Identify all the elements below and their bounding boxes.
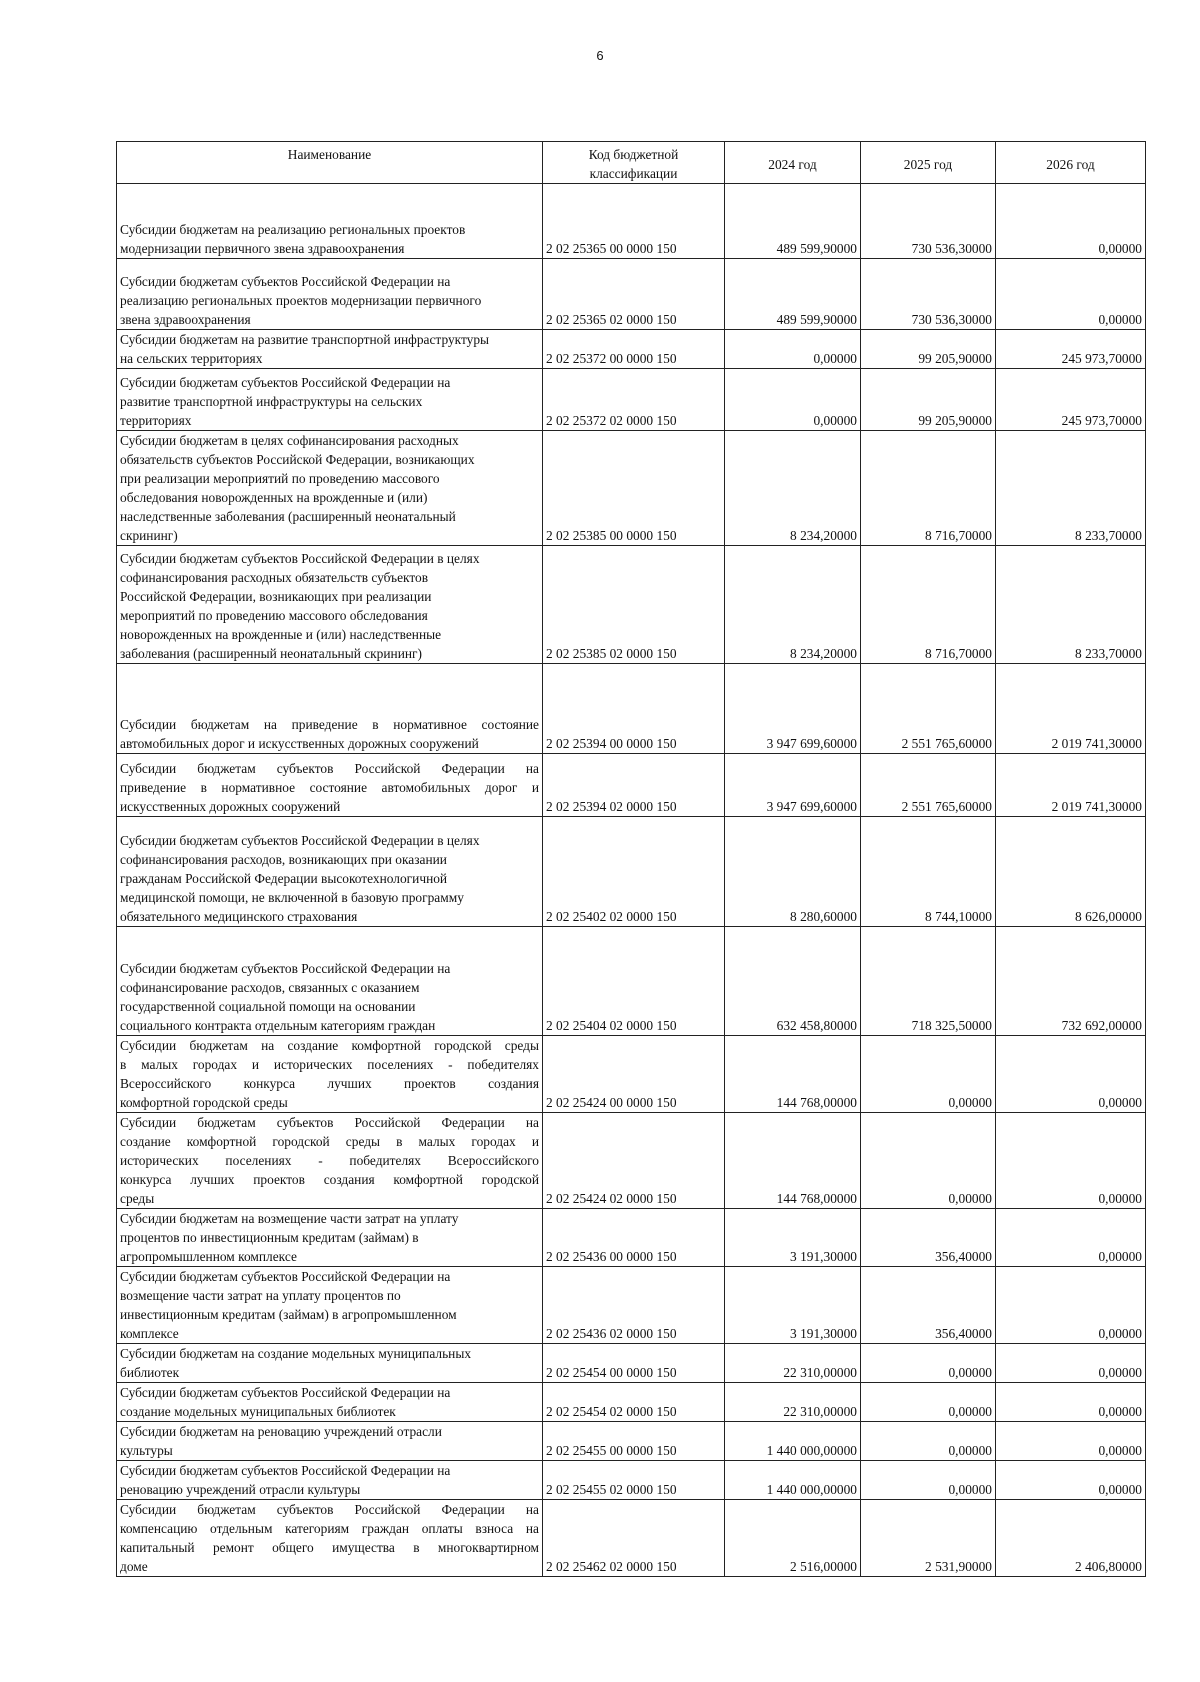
row-name-line: капитальный ремонт общего имущества в многоквартирном (120, 1540, 539, 1555)
row-name-line: Субсидии бюджетам субъектов Российской Федерации на (120, 1463, 451, 1478)
row-value-2024: 22 310,00000 (725, 1344, 861, 1383)
row-code: 2 02 25454 00 0000 150 (543, 1344, 725, 1383)
row-name-line: инвестиционным кредитам (займам) в агропромышленном (120, 1307, 457, 1322)
row-code: 2 02 25365 02 0000 150 (543, 259, 725, 330)
row-value-2026: 732 692,00000 (996, 927, 1146, 1036)
row-code: 2 02 25454 02 0000 150 (543, 1383, 725, 1422)
row-name (117, 1500, 543, 1577)
row-code: 2 02 25436 00 0000 150 (543, 1209, 725, 1267)
row-value-2024: 144 768,00000 (725, 1036, 861, 1113)
table-row (117, 1267, 1146, 1344)
row-name (117, 1209, 543, 1267)
header-2025: 2025 год (861, 142, 996, 184)
row-name-line: при реализации мероприятий по проведению массового (120, 471, 440, 486)
row-value-2026: 245 973,70000 (996, 369, 1146, 431)
row-value-2026: 0,00000 (996, 1267, 1146, 1344)
table-row (117, 1036, 1146, 1113)
row-code: 2 02 25462 02 0000 150 (543, 1500, 725, 1577)
row-code: 2 02 25424 02 0000 150 (543, 1113, 725, 1209)
row-code: 2 02 25365 00 0000 150 (543, 184, 725, 259)
row-value-2024: 8 280,60000 (725, 817, 861, 927)
row-value-2026: 2 019 741,30000 (996, 754, 1146, 817)
table-row (117, 1209, 1146, 1267)
row-name (117, 1344, 543, 1383)
row-name-line: Субсидии бюджетам субъектов Российской Федерации на (120, 1502, 539, 1517)
row-value-2024: 489 599,90000 (725, 184, 861, 259)
row-name-line: реновацию учреждений отрасли культуры (120, 1482, 361, 1497)
row-name-line: Субсидии бюджетам субъектов Российской Федерации на (120, 274, 451, 289)
row-value-2024: 22 310,00000 (725, 1383, 861, 1422)
row-value-2025: 0,00000 (861, 1383, 996, 1422)
row-value-2026: 0,00000 (996, 1036, 1146, 1113)
row-name-line: исторических поселениях - победителях Всероссийского (120, 1153, 539, 1168)
row-value-2024: 632 458,80000 (725, 927, 861, 1036)
row-name-line: Субсидии бюджетам субъектов Российской Федерации на (120, 761, 539, 776)
row-code: 2 02 25372 02 0000 150 (543, 369, 725, 431)
row-code: 2 02 25394 00 0000 150 (543, 664, 725, 754)
row-code: 2 02 25455 00 0000 150 (543, 1422, 725, 1461)
table-row (117, 664, 1146, 754)
row-name-line: новорожденных на врожденные и (или) наследственные (120, 627, 442, 642)
row-name-line: софинансирование расходов, связанных с оказанием (120, 980, 420, 995)
row-value-2025: 2 551 765,60000 (861, 664, 996, 754)
row-value-2025: 8 716,70000 (861, 431, 996, 546)
row-code: 2 02 25385 00 0000 150 (543, 431, 725, 546)
row-name-line: возмещение части затрат на уплату процентов по (120, 1288, 401, 1303)
row-name-line: Субсидии бюджетам на развитие транспортной инфраструктуры (120, 332, 490, 347)
row-name (117, 330, 543, 369)
table-row (117, 1344, 1146, 1383)
table-row (117, 1500, 1146, 1577)
row-name-line: Субсидии бюджетам на создание модельных муниципальных (120, 1346, 472, 1361)
row-name (117, 1383, 543, 1422)
row-name (117, 431, 543, 546)
row-value-2025: 2 551 765,60000 (861, 754, 996, 817)
row-value-2026: 0,00000 (996, 259, 1146, 330)
row-value-2025: 8 716,70000 (861, 546, 996, 664)
row-code: 2 02 25402 02 0000 150 (543, 817, 725, 927)
table-row (117, 369, 1146, 431)
row-name-line: приведение в нормативное состояние автомобильных дорог и (120, 780, 539, 795)
row-name-line: Субсидии бюджетам субъектов Российской Федерации на (120, 1115, 539, 1130)
row-name-line: создание комфортной городской среды в малых городах и (120, 1134, 539, 1149)
row-name (117, 369, 543, 431)
row-name-line: комфортной городской среды (120, 1095, 288, 1110)
row-name-line: софинансирования расходов, возникающих при оказании (120, 852, 447, 867)
row-value-2024: 1 440 000,00000 (725, 1422, 861, 1461)
row-value-2026: 0,00000 (996, 1383, 1146, 1422)
row-value-2025: 718 325,50000 (861, 927, 996, 1036)
table-row (117, 259, 1146, 330)
row-name-line: софинансирования расходных обязательств субъектов (120, 570, 429, 585)
table-row (117, 817, 1146, 927)
row-value-2026: 8 233,70000 (996, 431, 1146, 546)
row-value-2024: 3 947 699,60000 (725, 664, 861, 754)
row-value-2025: 99 205,90000 (861, 369, 996, 431)
row-value-2024: 1 440 000,00000 (725, 1461, 861, 1500)
row-name (117, 664, 543, 754)
row-name-line: Субсидии бюджетам субъектов Российской Федерации на (120, 1385, 451, 1400)
row-name-line: мероприятий по проведению массового обследования (120, 608, 428, 623)
header-2024: 2024 год (725, 142, 861, 184)
table-row (117, 1461, 1146, 1500)
row-name-line: Субсидии бюджетам на приведение в нормативное состояние (120, 717, 539, 732)
row-name-line: Субсидии бюджетам субъектов Российской Федерации в целях (120, 833, 480, 848)
row-name-line: Субсидии бюджетам в целях софинансирования расходных (120, 433, 459, 448)
row-value-2024: 0,00000 (725, 330, 861, 369)
row-name-line: создание модельных муниципальных библиотек (120, 1404, 396, 1419)
row-name-line: конкурса лучших проектов создания комфортной городской (120, 1172, 539, 1187)
row-name-line: заболевания (расширенный неонатальный скрининг) (120, 646, 422, 661)
row-code: 2 02 25372 00 0000 150 (543, 330, 725, 369)
row-value-2024: 144 768,00000 (725, 1113, 861, 1209)
table-row (117, 1422, 1146, 1461)
table-row (117, 184, 1146, 259)
row-name-line: культуры (120, 1443, 173, 1458)
row-name-line: модернизации первичного звена здравоохранения (120, 241, 405, 256)
row-name-line: автомобильных дорог и искусственных дорожных сооружений (120, 736, 479, 751)
row-value-2026: 0,00000 (996, 1344, 1146, 1383)
row-name-line: скрининг) (120, 528, 178, 543)
row-name (117, 1422, 543, 1461)
row-value-2024: 489 599,90000 (725, 259, 861, 330)
row-name-line: наследственные заболевания (расширенный неонатальный (120, 509, 456, 524)
table-row (117, 1113, 1146, 1209)
row-code: 2 02 25404 02 0000 150 (543, 927, 725, 1036)
table-row (117, 546, 1146, 664)
row-code: 2 02 25455 02 0000 150 (543, 1461, 725, 1500)
row-name (117, 927, 543, 1036)
row-value-2025: 2 531,90000 (861, 1500, 996, 1577)
row-value-2025: 730 536,30000 (861, 259, 996, 330)
row-name-line: государственной социальной помощи на основании (120, 999, 416, 1014)
row-value-2026: 8 233,70000 (996, 546, 1146, 664)
row-name (117, 817, 543, 927)
row-value-2026: 0,00000 (996, 1209, 1146, 1267)
row-name-line: обязательного медицинского страхования (120, 909, 358, 924)
table-row (117, 431, 1146, 546)
row-value-2025: 0,00000 (861, 1036, 996, 1113)
row-value-2026: 0,00000 (996, 1113, 1146, 1209)
row-name (117, 1267, 543, 1344)
row-name-line: гражданам Российской Федерации высокотехнологичной (120, 871, 448, 886)
row-name (117, 546, 543, 664)
row-value-2024: 8 234,20000 (725, 546, 861, 664)
row-name-line: искусственных дорожных сооружений (120, 799, 341, 814)
row-value-2025: 0,00000 (861, 1344, 996, 1383)
table-row (117, 754, 1146, 817)
page-number: 6 (596, 48, 604, 63)
header-name: Наименование (117, 142, 543, 184)
row-name (117, 1113, 543, 1209)
row-code: 2 02 25436 02 0000 150 (543, 1267, 725, 1344)
row-name (117, 1461, 543, 1500)
row-name-line: агропромышленном комплексе (120, 1249, 297, 1264)
row-name-line: Всероссийского конкурса лучших проектов создания (120, 1076, 539, 1091)
row-name-line: обязательств субъектов Российской Федерации, возникающих (120, 452, 475, 467)
row-code: 2 02 25385 02 0000 150 (543, 546, 725, 664)
row-name-line: реализацию региональных проектов модернизации первичного (120, 293, 482, 308)
row-name-line: территориях (120, 413, 192, 428)
row-value-2026: 0,00000 (996, 1422, 1146, 1461)
row-value-2025: 99 205,90000 (861, 330, 996, 369)
row-value-2025: 356,40000 (861, 1209, 996, 1267)
row-name-line: на сельских территориях (120, 351, 263, 366)
row-value-2026: 8 626,00000 (996, 817, 1146, 927)
row-name-line: развитие транспортной инфраструктуры на сельских (120, 394, 423, 409)
row-name-line: Субсидии бюджетам на реализацию региональных проектов (120, 222, 466, 237)
row-name (117, 1036, 543, 1113)
row-code: 2 02 25424 00 0000 150 (543, 1036, 725, 1113)
row-name (117, 259, 543, 330)
row-value-2024: 2 516,00000 (725, 1500, 861, 1577)
row-value-2024: 8 234,20000 (725, 431, 861, 546)
row-value-2026: 2 019 741,30000 (996, 664, 1146, 754)
row-name-line: обследования новорожденных на врожденные и (или) (120, 490, 428, 505)
row-value-2025: 8 744,10000 (861, 817, 996, 927)
row-name-line: комплексе (120, 1326, 179, 1341)
row-name-line: Субсидии бюджетам субъектов Российской Федерации на (120, 375, 451, 390)
table-row (117, 330, 1146, 369)
row-name (117, 184, 543, 259)
row-value-2025: 0,00000 (861, 1461, 996, 1500)
row-name-line: медицинской помощи, не включенной в базовую программу (120, 890, 464, 905)
row-value-2025: 0,00000 (861, 1113, 996, 1209)
row-name-line: Субсидии бюджетам субъектов Российской Федерации на (120, 1269, 451, 1284)
row-value-2024: 0,00000 (725, 369, 861, 431)
row-value-2025: 0,00000 (861, 1422, 996, 1461)
row-value-2025: 730 536,30000 (861, 184, 996, 259)
row-name-line: доме (120, 1559, 148, 1574)
row-name (117, 754, 543, 817)
row-value-2026: 245 973,70000 (996, 330, 1146, 369)
row-value-2026: 0,00000 (996, 184, 1146, 259)
row-name-line: библиотек (120, 1365, 180, 1380)
row-name-line: звена здравоохранения (120, 312, 251, 327)
row-name-line: Субсидии бюджетам на создание комфортной городской среды (120, 1038, 539, 1053)
row-value-2024: 3 191,30000 (725, 1209, 861, 1267)
row-value-2025: 356,40000 (861, 1267, 996, 1344)
row-name-line: в малых городах и исторических поселениях - победителях (120, 1057, 539, 1072)
row-name-line: Субсидии бюджетам на возмещение части затрат на уплату (120, 1211, 459, 1226)
header-2026: 2026 год (996, 142, 1146, 184)
row-value-2024: 3 191,30000 (725, 1267, 861, 1344)
budget-table (116, 141, 1146, 1577)
row-name-line: процентов по инвестиционным кредитам (займам) в (120, 1230, 419, 1245)
header-code: Код бюджетной классификации (543, 142, 725, 184)
row-value-2026: 0,00000 (996, 1461, 1146, 1500)
row-name-line: компенсацию отдельным категориям граждан оплаты взноса на (120, 1521, 539, 1536)
table-header-row (117, 142, 1146, 184)
row-code: 2 02 25394 02 0000 150 (543, 754, 725, 817)
row-name-line: Субсидии бюджетам субъектов Российской Федерации на (120, 961, 451, 976)
row-value-2024: 3 947 699,60000 (725, 754, 861, 817)
row-value-2026: 2 406,80000 (996, 1500, 1146, 1577)
row-name-line: социального контракта отдельным категориям граждан (120, 1018, 436, 1033)
table-row (117, 1383, 1146, 1422)
row-name-line: Российской Федерации, возникающих при реализации (120, 589, 432, 604)
row-name-line: Субсидии бюджетам субъектов Российской Федерации в целях (120, 551, 480, 566)
row-name-line: Субсидии бюджетам на реновацию учреждений отрасли (120, 1424, 442, 1439)
row-name-line: среды (120, 1191, 155, 1206)
table-row (117, 927, 1146, 1036)
